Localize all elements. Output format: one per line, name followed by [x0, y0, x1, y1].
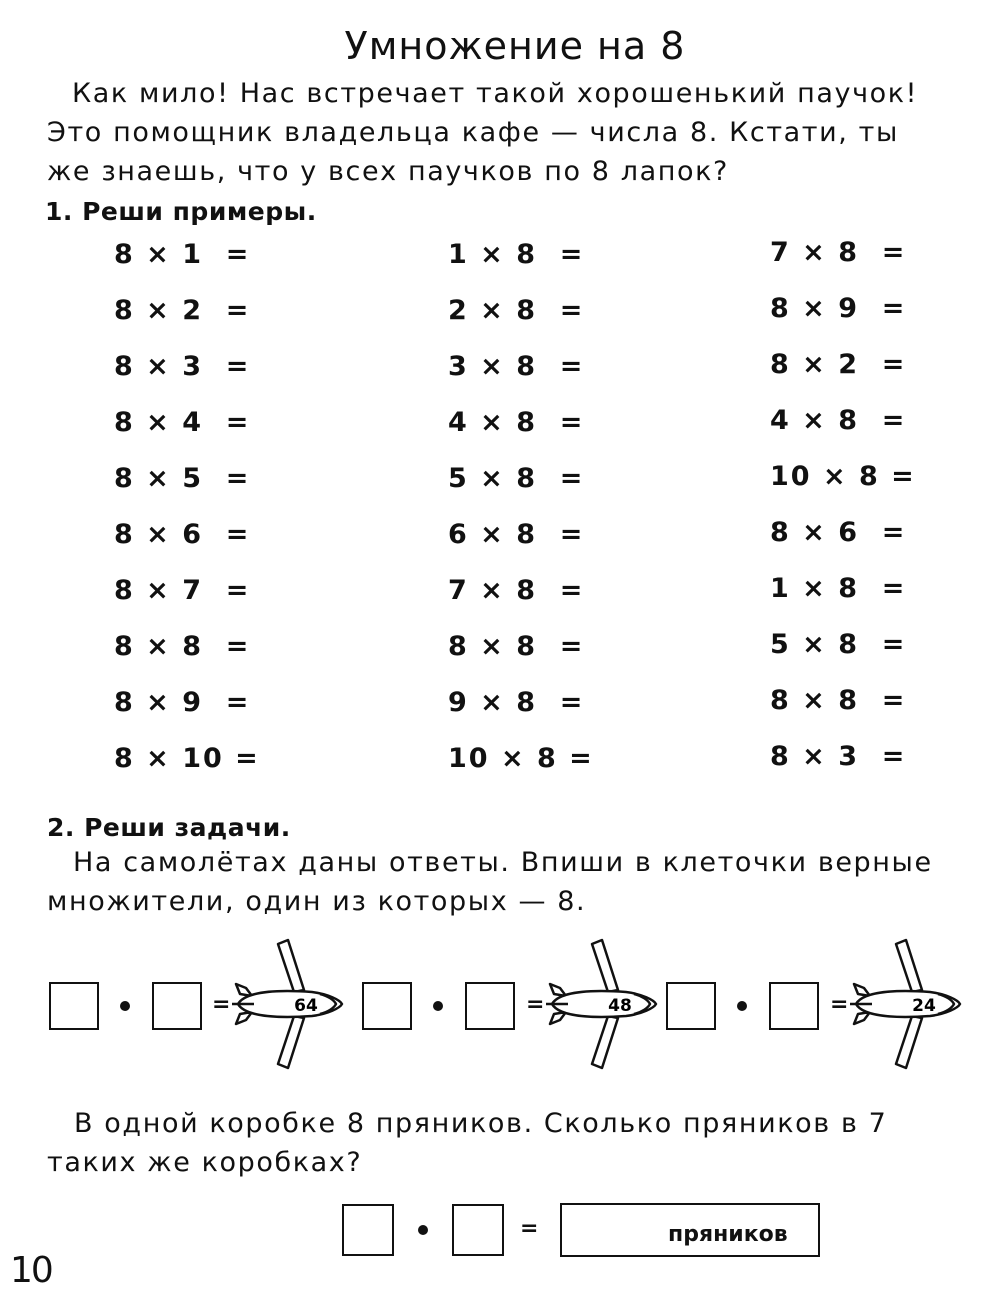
airplane-icon	[546, 938, 658, 1070]
exercise-c3-r7: 1 × 8 =	[770, 573, 907, 604]
exercise-c3-r3: 8 × 2 =	[770, 349, 907, 380]
exercise-c2-r8: 8 × 8 =	[448, 631, 585, 662]
exercise-c1-r4: 8 × 4 =	[114, 407, 251, 438]
factor-box-2b[interactable]	[465, 982, 515, 1030]
exercise-c3-r4: 4 × 8 =	[770, 405, 907, 436]
multiply-dot	[737, 1001, 747, 1011]
plane-answer-3: 24	[912, 996, 936, 1016]
problem-line-1: В одной коробке 8 пряников. Сколько пряников в 7	[74, 1108, 888, 1139]
airplane-icon	[232, 938, 344, 1070]
exercise-c2-r9: 9 × 8 =	[448, 687, 585, 718]
exercise-c2-r4: 4 × 8 =	[448, 407, 585, 438]
intro-line-2: Это помощник владельца кафе — числа 8. Кстати, ты	[47, 117, 899, 148]
page-title: Умножение на 8	[344, 24, 686, 68]
problem-line-2: таких же коробках?	[47, 1147, 363, 1178]
task2-heading: 2. Реши задачи.	[47, 813, 291, 842]
multiply-dot	[120, 1001, 130, 1011]
exercise-c3-r9: 8 × 8 =	[770, 685, 907, 716]
intro-line-3: же знаешь, что у всех паучков по 8 лапок?	[47, 156, 729, 187]
exercise-c1-r3: 8 × 3 =	[114, 351, 251, 382]
exercise-c3-r5: 10 × 8 =	[770, 461, 916, 492]
factor-box-1a[interactable]	[49, 982, 99, 1030]
exercise-c3-r10: 8 × 3 =	[770, 741, 907, 772]
factor-box-1b[interactable]	[152, 982, 202, 1030]
task2-instruction-line-1: На самолётах даны ответы. Впиши в клеточки верные	[73, 847, 933, 878]
factor-box-answer-b[interactable]	[452, 1204, 504, 1256]
exercise-c1-r2: 8 × 2 =	[114, 295, 251, 326]
exercise-c2-r1: 1 × 8 =	[448, 239, 585, 270]
exercise-c2-r2: 2 × 8 =	[448, 295, 585, 326]
factor-box-3a[interactable]	[666, 982, 716, 1030]
exercise-c2-r10: 10 × 8 =	[448, 743, 594, 774]
exercise-c3-r2: 8 × 9 =	[770, 293, 907, 324]
exercise-c1-r6: 8 × 6 =	[114, 519, 251, 550]
exercise-c3-r6: 8 × 6 =	[770, 517, 907, 548]
exercise-c1-r8: 8 × 8 =	[114, 631, 251, 662]
exercise-c1-r5: 8 × 5 =	[114, 463, 251, 494]
exercise-c2-r7: 7 × 8 =	[448, 575, 585, 606]
factor-box-2a[interactable]	[362, 982, 412, 1030]
task2-instruction-line-2: множители, один из которых — 8.	[47, 886, 587, 917]
multiply-dot	[433, 1001, 443, 1011]
multiply-dot	[418, 1225, 428, 1235]
exercise-c1-r1: 8 × 1 =	[114, 239, 251, 270]
exercise-c1-r9: 8 × 9 =	[114, 687, 251, 718]
exercise-c2-r6: 6 × 8 =	[448, 519, 585, 550]
airplane-icon	[850, 938, 962, 1070]
equals-sign: =	[830, 992, 849, 1017]
exercise-c2-r3: 3 × 8 =	[448, 351, 585, 382]
equals-sign: =	[526, 992, 545, 1017]
page-number: 10	[10, 1250, 52, 1291]
exercise-c1-r10: 8 × 10 =	[114, 743, 260, 774]
exercise-c2-r5: 5 × 8 =	[448, 463, 585, 494]
exercise-c1-r7: 8 × 7 =	[114, 575, 251, 606]
task1-heading: 1. Реши примеры.	[45, 197, 317, 226]
plane-answer-2: 48	[608, 996, 632, 1016]
factor-box-3b[interactable]	[769, 982, 819, 1030]
equals-sign: =	[520, 1216, 539, 1241]
intro-line-1: Как мило! Нас встречает такой хорошенький паучок!	[72, 78, 919, 109]
answer-unit-label: пряников	[668, 1222, 788, 1247]
exercise-c3-r1: 7 × 8 =	[770, 237, 907, 268]
exercise-c3-r8: 5 × 8 =	[770, 629, 907, 660]
plane-answer-1: 64	[294, 996, 318, 1016]
equals-sign: =	[212, 992, 231, 1017]
factor-box-answer-a[interactable]	[342, 1204, 394, 1256]
